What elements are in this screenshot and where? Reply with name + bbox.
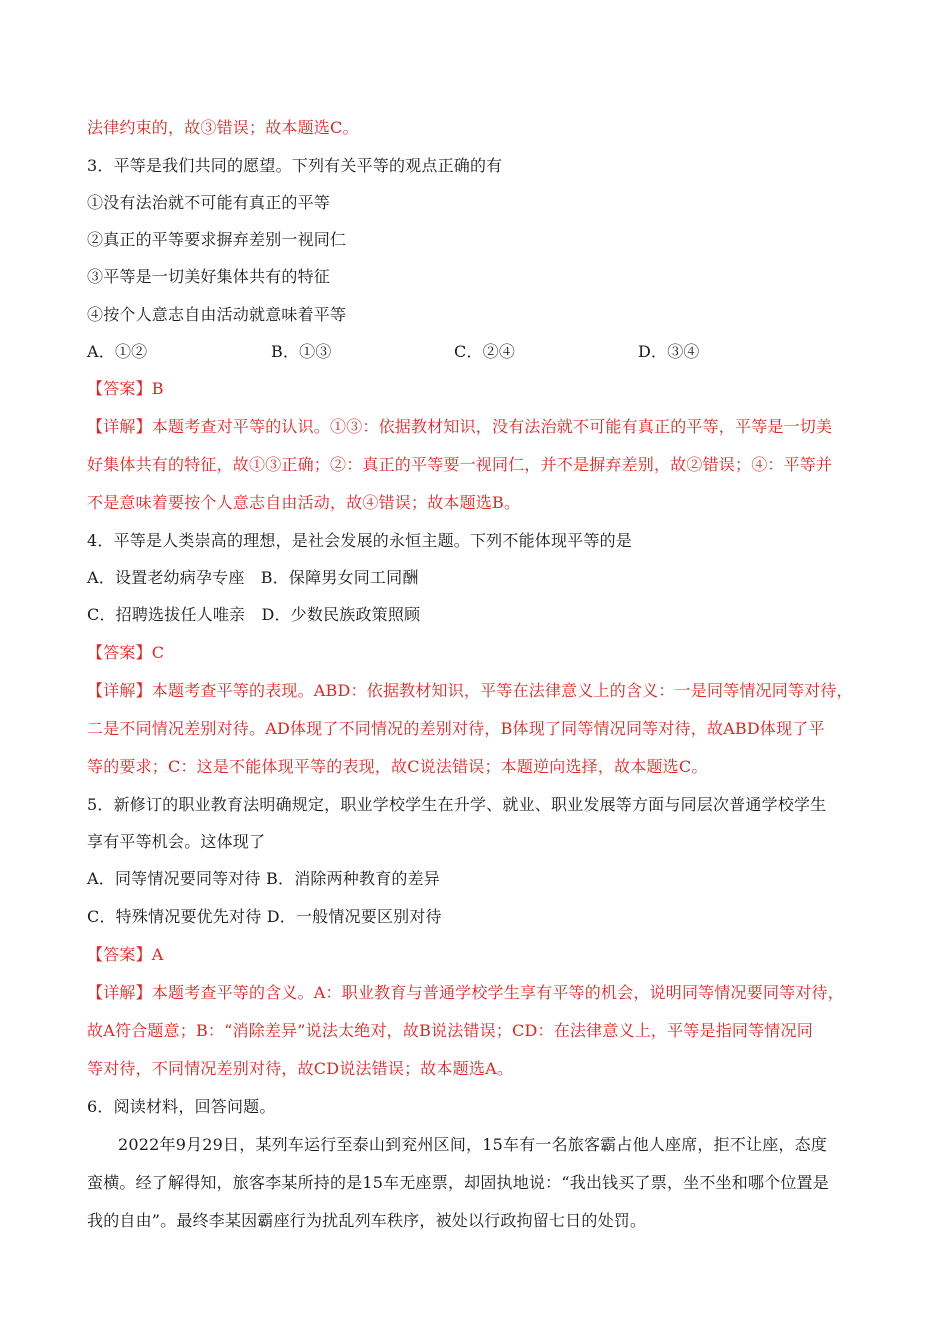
q5-stem-1: 5．新修订的职业教育法明确规定，职业学校学生在升学、就业、职业发展等方面与同层次普通学校学生: [87, 795, 827, 814]
q5-explanation-2: 故A符合题意；B：“消除差异”说法太绝对，故B说法错误；CD：在法律意义上，平等是指同等情况同: [87, 1021, 813, 1040]
q6-material-1: 2022年9月29日，某列车运行至泰山到兖州区间，15车有一名旅客霸占他人座席，拒不让座，态度: [118, 1135, 828, 1154]
q4-explanation-1: 【详解】本题考查平等的表现。ABD：依据教材知识，平等在法律意义上的含义：一是同等情况同等对待，: [87, 681, 853, 700]
q4-options-row-2: C．招聘选拔任人唯亲 D．少数民族政策照顾: [87, 605, 421, 624]
q4-options-row-1: A．设置老幼病孕专座 B．保障男女同工同酬: [87, 568, 419, 587]
q3-explanation-3: 不是意味着要按个人意志自由活动，故④错误；故本题选B。: [87, 493, 521, 512]
q3-explanation-1: 【详解】本题考查对平等的认识。①③：依据教材知识，没有法治就不可能有真正的平等，平等是一切美: [87, 417, 833, 436]
q3-answer: 【答案】B: [87, 379, 164, 398]
q3-stem: 3．平等是我们共同的愿望。下列有关平等的观点正确的有: [87, 156, 503, 175]
q3-item-1: ①没有法治就不可能有真正的平等: [87, 193, 331, 212]
q5-answer: 【答案】A: [87, 945, 164, 964]
q4-explanation-3: 等的要求；C：这是不能体现平等的表现，故C说法错误；本题逆向选择，故本题选C。: [87, 757, 708, 776]
q3-options: [87, 340, 870, 364]
q3-option-c: C．②④: [454, 342, 516, 361]
q3-option-a: A．①②: [87, 342, 148, 361]
q3-explanation-2: 好集体共有的特征，故①③正确；②：真正的平等要一视同仁，并不是摒弃差别，故②错误；④：平等并: [87, 455, 833, 474]
q3-option-b: B．①③: [271, 342, 332, 361]
q4-stem: 4．平等是人类崇高的理想，是社会发展的永恒主题。下列不能体现平等的是: [87, 531, 632, 550]
q5-options-row-1: A．同等情况要同等对待 B．消除两种教育的差异: [87, 869, 440, 888]
q6-material-2: 蛮横。经了解得知，旅客李某所持的是15车无座票，却固执地说：“我出钱买了票，坐不坐和哪个位置是: [87, 1173, 829, 1192]
q5-explanation-3: 等对待，不同情况差别对待，故CD说法错误；故本题选A。: [87, 1059, 514, 1078]
q4-explanation-2: 二是不同情况差别对待。AD体现了不同情况的差别对待，B体现了同等情况同等对待，故ABD体现了平: [87, 719, 825, 738]
q4-answer: 【答案】C: [87, 643, 165, 662]
q3-item-4: ④按个人意志自由活动就意味着平等: [87, 305, 347, 324]
q5-stem-2: 享有平等机会。这体现了: [87, 832, 266, 851]
q5-options-row-2: C．特殊情况要优先对待 D．一般情况要区别对待: [87, 907, 442, 926]
q3-item-2: ②真正的平等要求摒弃差别一视同仁: [87, 230, 347, 249]
q6-material-3: 我的自由”。最终李某因霸座行为扰乱列车秩序，被处以行政拘留七日的处罚。: [87, 1211, 647, 1230]
q5-explanation-1: 【详解】本题考查平等的含义。A：职业教育与普通学校学生享有平等的机会，说明同等情况要同等对待，: [87, 983, 844, 1002]
q3-option-d: D．③④: [638, 342, 700, 361]
q6-stem: 6．阅读材料，回答问题。: [87, 1097, 276, 1116]
q2-explanation-tail: 法律约束的，故③错误；故本题选C。: [87, 118, 359, 137]
q3-item-3: ③平等是一切美好集体共有的特征: [87, 267, 331, 286]
